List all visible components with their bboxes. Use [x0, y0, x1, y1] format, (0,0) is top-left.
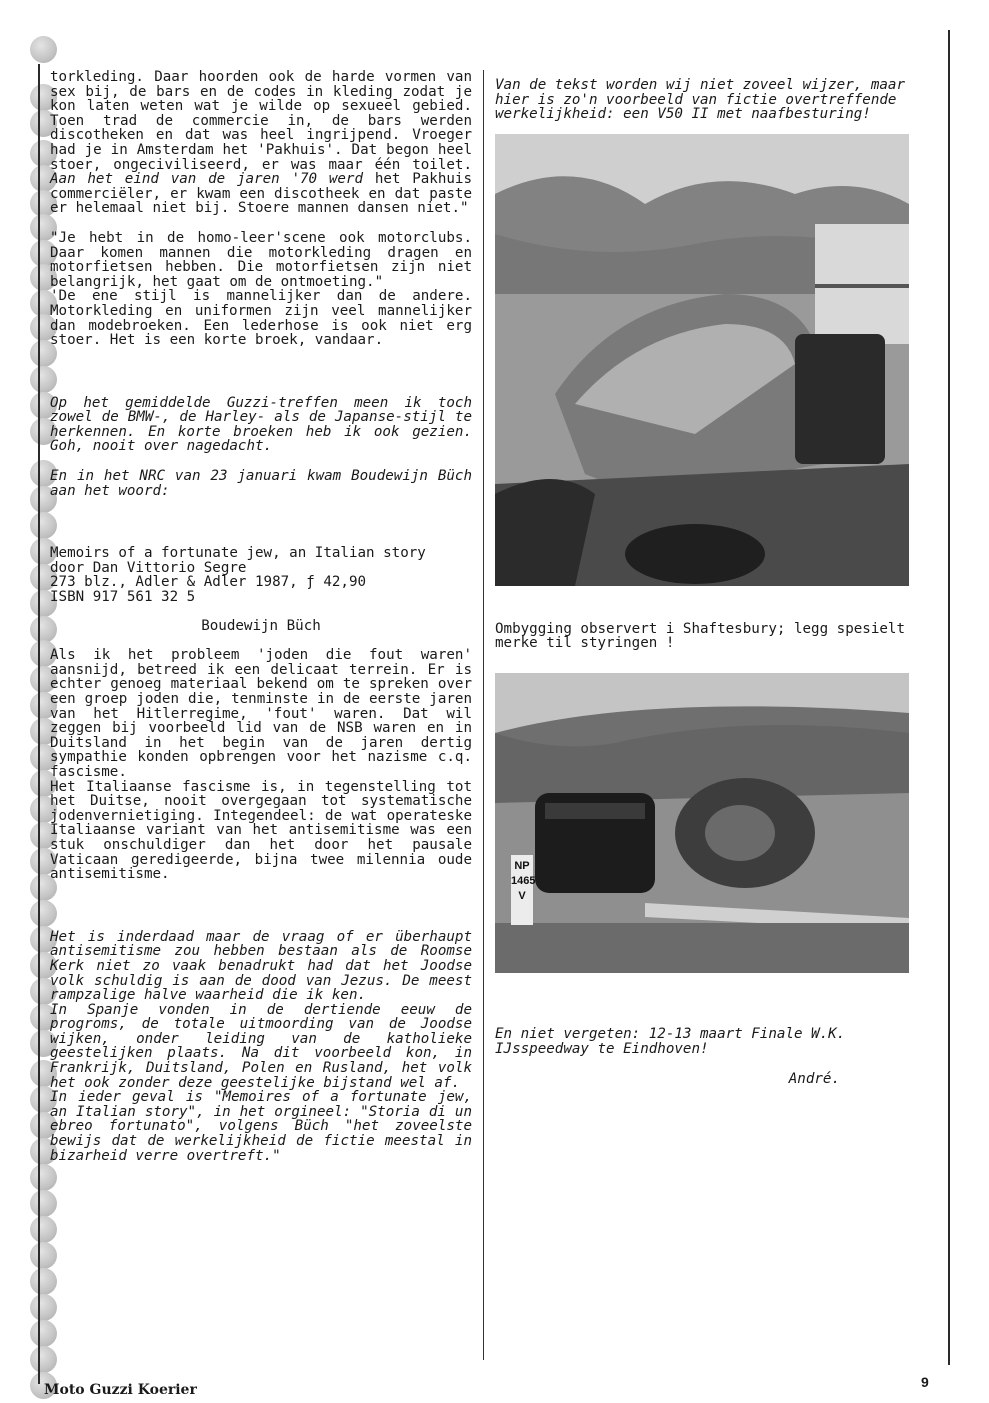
editorial-note: In ieder geval is "Memoires of a fortunate jew, an Italian story", in het orgineel: "Storia di un ebreo fortunato", volgens Büch "het zoveelste bewijs dat de werkelijkheid de fictie meestal in bizarheid verre overtreft.": [50, 1089, 472, 1164]
signature: André.: [788, 1071, 840, 1088]
page-frame-right: [948, 30, 950, 1365]
paragraph-text: het Pakhuis commerciëler, er kwam een discotheek en dat paste er helemaal niet bij. Stoere mannen dansen niet.": [50, 171, 472, 217]
binder-hole: [30, 36, 57, 63]
editorial-note: En in het NRC van 23 januari kwam Boudewijn Büch aan het woord:: [50, 468, 472, 499]
motorcycle-photo-side-image: [495, 673, 909, 973]
event-note: En niet vergeten: 12-13 maart Finale W.K. IJsspeedway te Eindhoven!: [495, 1025, 846, 1057]
column-divider: [483, 70, 484, 1360]
photo-caption-middle: Ombygging observert i Shaftesbury; legg spesielt merke til styringen !: [495, 620, 905, 652]
page-frame-left: [38, 64, 40, 1384]
paragraph: Als ik het probleem 'joden die fout waren' aansnijd, betreed ik een delicaat terrein. Er is echter genoeg materiaal bekend om te spreken over een groep joden die, tenminste in de eerste jaren van het Hitlerregime, 'fout' waren. Dat wil zeggen bij voorbeeld lid van de NSB waren en in Duitsland in het begin van de jaren dertig sympathie konden opbrengen voor het nazisme c.q. fascisme.: [50, 647, 472, 780]
license-plate: NP 1465 V: [511, 859, 536, 902]
book-title: Memoirs of a fortunate jew, an Italian story: [50, 545, 426, 562]
binder-hole: [30, 1164, 57, 1191]
paragraph: "Je hebt in de homo-leer'scene ook motorclubs. Daar komen mannen die motorkleding dragen en motorfietsen hebben. Die motorfietsen zijn niet belangrijk, het gaat om de ontmoeting.": [50, 229, 472, 290]
binder-hole: [30, 1242, 57, 1269]
binder-hole: [30, 1346, 57, 1373]
book-isbn: ISBN 917 561 32 5: [50, 589, 196, 606]
magazine-name: Moto Guzzi Koerier: [44, 1382, 197, 1398]
byline: Boudewijn Büch: [201, 617, 321, 634]
motorcycle-photo-front: [495, 134, 909, 586]
left-column: [50, 70, 472, 1163]
editorial-note: In Spanje vonden in de dertiende eeuw de progroms, de totale uitmoording van de Joodse wijken, onder leiding van de katholieke geestelijken plaats. Na dit voorbeeld kon, in Frankrijk, Duitsland, Polen en Rusland, het volk het ook zonder deze geestelijke bijstand wel af.: [50, 1001, 472, 1091]
editorial-note: Het is inderdaad maar de vraag of er überhaupt antisemitisme zou hebben bestaan als de Roomse Kerk niet zo vaak benadrukt had dat het Joodse volk schuldig is aan de dood van Jezus. De meest rampzalige halve waarheid die ik ken.: [50, 928, 472, 1004]
binder-hole: [30, 1216, 57, 1243]
motorcycle-photo-side: [495, 673, 909, 973]
binder-hole: [30, 1190, 57, 1217]
paragraph-text-italic: Aan het eind van de jaren '70 werd: [50, 171, 364, 188]
right-column: [495, 78, 920, 1087]
binder-hole: [30, 1294, 57, 1321]
motorcycle-photo-front-image: [495, 134, 909, 586]
paragraph-text: torkleding. Daar hoorden ook de harde vormen van sex bij, de bars en de codes in kleding zodat je kon laten weten wat je wilde op sexueel gebied. Toen trad de commercie in, de bars werden discotheken en dat was heel ingrijpend. Vroeger had je in Amsterdam het 'Pakhuis'. Dat begon heel stoer, ongeciviliseerd, er was maar één toilet.: [50, 69, 472, 173]
editorial-note: Op het gemiddelde Guzzi-treffen meen ik toch zowel de BMW-, de Harley- als de Japanse-stijl te herkennen. En korte broeken heb ik ook gezien. Goh, nooit over nagedacht.: [50, 394, 472, 455]
page-number: 9: [921, 1374, 929, 1390]
book-publisher: 273 blz., Adler & Adler 1987, ƒ 42,90: [50, 574, 367, 591]
paragraph: Het Italiaanse fascisme is, in tegenstelling tot het Duitse, nooit overgegaan tot systematische jodenvernietiging. Integendeel: de wat operateske Italiaanse variant van het antisemitisme was een stuk onschuldiger dan het door het pausale Vaticaan geredigeerde, bijna twee milennia oude antisemitisme.: [50, 778, 472, 883]
book-author: door Dan Vittorio Segre: [50, 559, 247, 576]
binder-hole: [30, 1320, 57, 1347]
binder-hole: [30, 1268, 57, 1295]
photo-caption-top: Van de tekst worden wij niet zoveel wijzer, maar hier is zo'n voorbeeld van fictie overtreffende werkelijkheid: een V50 II met naafbesturing!: [495, 77, 905, 123]
paragraph: 'De ene stijl is mannelijker dan de andere. Motorkleding en uniformen zijn veel mannelijker dan modebroeken. Een lederhose is ook niet erg stoer. Het is een korte broek, vandaar.: [50, 288, 472, 349]
paragraph: [50, 70, 472, 216]
